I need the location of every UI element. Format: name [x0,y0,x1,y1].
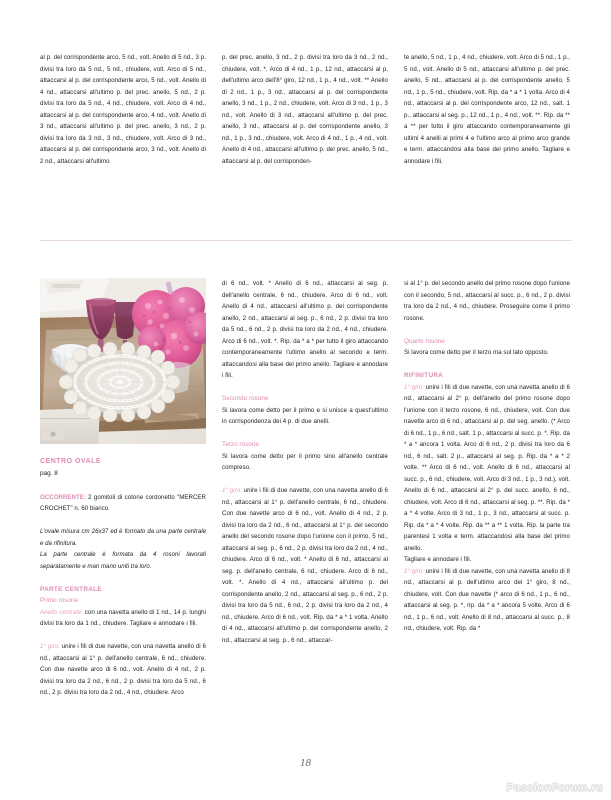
photo-artwork [40,278,206,444]
top-column-1 [40,52,206,167]
spacer [40,572,206,584]
rifinitura-giro2-paragraph [404,566,570,635]
subheading-quarto-rosone: Quarto rosone [404,337,445,345]
article-column-3 [404,278,570,699]
anello-centrale-text: con una navetta anello di 1 nd., 14 p. lunghi divisi tra loro da 1 nd., chiudere. Tagliare e annodare i fili. [40,608,206,627]
spacer [222,382,388,394]
materials-text: 2 gomitoli di cotone cordonetto "MERCER CROCHET" n. 60 bianco. [40,493,206,512]
rifinitura-giro2-text: unire i fili di due navette, con una navetta anello di 8 nd., attaccarsi al p. dell'ultimo arco del 1° giro, 8 nd., chiudere, volt. Con due navette (* arco di 6 nd., 1 p., 6 nd., attaccarsi al seg. p. *, rip. da * a * ancora 5 volte. Arco di 6 nd., 1 p., 6 nd., volt. Anello di 8 nd., attaccarsi al succ. p., 8 nd., chiudere, volt. Rip. da * [404,567,570,632]
spacer [404,359,570,371]
article-title-block [40,456,206,480]
rifinitura-close-text: Tagliare e annodare i fili. [404,556,472,563]
materials-label: OCCORRENTE: [40,493,86,501]
intro-paragraph-1: L'ovale misura cm 26x37 ed è formato da una parte centrale e da rifinitura. [40,528,206,547]
terzo-giro-continuation: si al 1° p. del secondo anello del primo rosone dopo l'unione con il secondo, 5 nd., attaccarsi al succ. p., 6 nd., 2 p. divisi tra loro da 2 nd., 4 nd., chiudere. Proseguire come il primo rosone. [404,280,570,322]
section-heading-parte-centrale: PARTE CENTRALE [40,585,102,593]
page-reference: pag. 8 [40,470,58,477]
primo-giro-continuation: di 6 nd., volt. * Anello di 6 nd., attaccarsi al seg. p. dell'anello centrale, 6 nd., chiudere. Arco di 6 nd., volt. Anello di 4 nd., attaccarsi all'ultimo p. del corrispondente anello, 2 nd., attaccarsi al seg. p., 6 nd., 2 p. divisi tra loro da 5 nd., 6 nd., 2 p. divisi tra loro da 2 nd., 4 nd., chiudere. Arco di 6 nd., volt. *. Rip. da * a * per tutto il giro attaccando contemporaneamente l'ultimo anello al secondo e term. attaccandosi alla base del primo anello. Tagliare e annodare i fili. [222,280,388,379]
subheading-primo-rosone: Primo rosone [40,597,79,604]
terzo-giro-text: unire i fili di due navette, con una navetta anello di 6 nd., attaccarsi al 1° p. dell'anello centrale, 6 nd., chiudere. Con due navette arco di 6 nd., volt. Anello di 4 nd., 2 p. divisi tra loro da 2 nd., 6 nd., attaccarsi al 1° p. del secondo anello del secondo rosone dopo l'unione con il primo, 5 nd., attaccarsi al seg. p., 6 nd., 2 p. divisi tra loro da 2 nd., 4 nd., chiudere. Arco di 6 nd., volt. * Anello di 6 nd., attaccarsi al seg. p. dell'anello centrale, 6 nd., chiudere. Arco di 6 nd., volt. *. Anello di 4 nd., attaccarsi all'ultimo p. del corrispondente anello, 2 nd., attaccarsi al seg. p., 6 nd., 2 p. divisi tra loro da 5 nd., 6 nd., 2 p. divisi tra loro da 2 nd., 4 nd., chiudere. Arco di 6 nd., volt. Rip. da * a * 1 volta. Anello di 4 nd., attaccarsi all'ultimo p. del corrispondente anello, 2 nd., attaccarsi al seg. p., 6 nd., attaccar- [222,487,388,644]
site-watermark: PassionForum.ru [506,782,603,794]
page-title: CENTRO OVALE [40,458,102,465]
spacer [40,515,206,527]
top-col2-text: p. del prec. anello, 3 nd., 2 p. divisi tra loro da 3 nd., 2 nd., chiudere, volt. *. Arco di 4 nd., 1 p., 12 nd., attaccarsi al p. dell'ultimo arco dell'8° giro, 12 nd., 1 p., 4 nd., volt. ** Anello di 2 nd., 1 p., 3 nd., attaccarsi al p. del corrispondente anello, 3 nd., 1 p., 2 nd., chiudere, volt. Arco di 3 nd., 1 p., 3 nd., volt. Anello di 3 nd., attaccarsi all'ultimo p. del prec. anello, 3 nd., attaccarsi al p. del corrispondente anello, 3 nd., 1 p., 3 nd., chiudere, volt. Arco di 4 nd., 1 p., 4 nd., volt. Anello di 4 nd., attaccarsi all'ultimo p. del prec. anello, 5 nd., attaccarsi al p. del corrisponden- [222,54,388,165]
terzo-giro-label: 1° giro: [222,487,242,494]
oval-doily-photo [40,278,206,444]
spacer [222,428,388,440]
article-column-1 [40,278,206,699]
section-divider [40,240,572,241]
primo-giro-paragraph [40,641,206,699]
top-col1-text: al p. del corrispondente arco, 5 nd., volt. Anello di 5 nd., 3 p. divisi tra loro da 5 nd., 5 nd., chiudere, volt. Arco di 5 nd., attaccarsi al p. del corrispondente arco, 5 nd., volt. Anello di 4 nd., attaccarsi all'ultimo p. del prec. anello, 5 nd., 2 p. divisi tra loro da 5 nd., 4 nd., chiudere, volt. Arco di 4 nd., attaccarsi al p. del corrispondente arco, 4 nd., volt. Anello di 3 nd., attaccarsi all'ultimo p. del prec. anello, 3 nd., 2 p. divisi tra loro da 3 nd., 3 nd., chiudere, volt. Arco di 3 nd., attaccarsi al p. del corrispondente arco, 3 nd., volt. Anello di 2 nd., attaccarsi all'ultimo [40,54,206,165]
spacer [404,324,570,336]
top-col3-text: te anello, 5 nd., 1 p., 4 nd., chiudere, volt. Arco di 5 nd., 1 p., 5 nd., volt. Anello di 5 nd., attaccarsi all'ultimo p. del prec. anello, 5 nd., attaccarsi al p. del corrispondente anello, 5 nd., 1 p., 5 nd., chiudere, volt. Rip. da * a * 1 volta. Arco di 4 nd., attaccarsi al p. del corrispondente arco, 12 nd., salt. 1 p., attaccarsi al seg. p., 12 nd., 1 p., 4 nd., volt. **. Rip. da ** a ** per tutto il giro attaccando contemporaneamente gli ultimi 4 anelli ai primi 4 e l'ultimo arco al primo arco grande e term. attaccandosi alla base del primo anello. Tagliare e annodare i fili. [404,54,570,165]
intro-paragraph-2: La parte centrale è formata da 4 rosoni lavorati separatamente e man mano uniti tra loro. [40,551,206,570]
terzo-giro-paragraph [222,485,388,646]
top-column-2 [222,52,388,167]
materials-paragraph [40,492,206,515]
article-column-2 [222,278,388,699]
primo-giro-text: unire i fili di due navette, con una navetta anello di 6 nd., attaccarsi al 1° p. dell'anello centrale, 6 nd., chiudere. Con due navette arco di 6 nd., volt. Anello di 4 nd., 2 p. divisi tra loro da 2 nd., 6 nd., 2 p. divisi tra loro da 5 nd., 6 nd., 2 p. divisi tra loro da 2 nd., 4 nd., chiudere. Arco [40,643,206,696]
quarto-rosone-text: Si lavora come detto per il terzo ma sul lato opposto. [404,349,549,356]
anello-centrale-label: Anello centrale: [40,608,83,616]
top-text-block [40,52,572,167]
lace-doily [59,342,180,422]
rifinitura-giro1-paragraph [404,382,570,555]
section-heading-rifinitura: RIFINITURA [404,372,444,379]
terzo-rosone-text: Si lavora come detto per il primo sino all'anello centrale compreso. [222,452,388,471]
secondo-rosone-text: Si lavora come detto per il primo e si unisce a quest'ultimo in corrispondenza dei 4 p. di due anelli. [222,406,388,425]
subheading-terzo-rosone: Terzo rosone [222,441,259,448]
rifinitura-giro1-label: 1° giro: [404,383,424,391]
rifinitura-giro1-text: unire i fili di due navette, con una navetta anello di 6 nd., attaccarsi al 2° p. dell'anello del primo rosone dopo l'unione con il terzo rosone, 6 nd., chiudere, volt. Con due navette arco di 6 nd., attaccarsi al p. del seg. anello. (* Arco di 6 nd., 1 p., 6 nd., salt. 1 p., attaccarsi al succ. p. *. Rip. da * a * ancora 1 volta. Arco di 6 nd., 2 p. divisi tra loro da 6 nd., 6 nd., salt. 2 p., attaccarsi al seg. p. Rip. da * a * 2 volte. ** Arco di 6 nd., volt. Anello di 6 nd., attaccarsi al succ. p., 6 nd., chiudere, volt. Arco di 3 nd., 1 p., 3 nd.), volt. Anello di 6 nd., attaccarsi al 2° p. del succ. anello, 6 nd., chiudere, volt. Arco di 6 nd., attaccarsi al seg. p. **. Rip. da * a * 4 volte. Arco di 3 nd., 1 p., 3 nd., attaccarsi al succ. p. Rip. da * a * 4 volte. Rip. da ** a ** 1 volta. Rip. la parte tra parentesi 1 volta e term. attaccandosi alla base del primo anello. [404,383,570,552]
subheading-secondo-rosone: Secondo rosone [222,395,269,402]
anello-centrale-paragraph [40,607,206,630]
spacer [40,480,206,492]
rifinitura-giro2-label: 2° giro: [404,567,424,575]
primo-giro-label: 1° giro: [40,643,60,650]
page-number: 18 [300,757,311,769]
article-block [40,278,572,699]
top-column-3 [404,52,570,167]
